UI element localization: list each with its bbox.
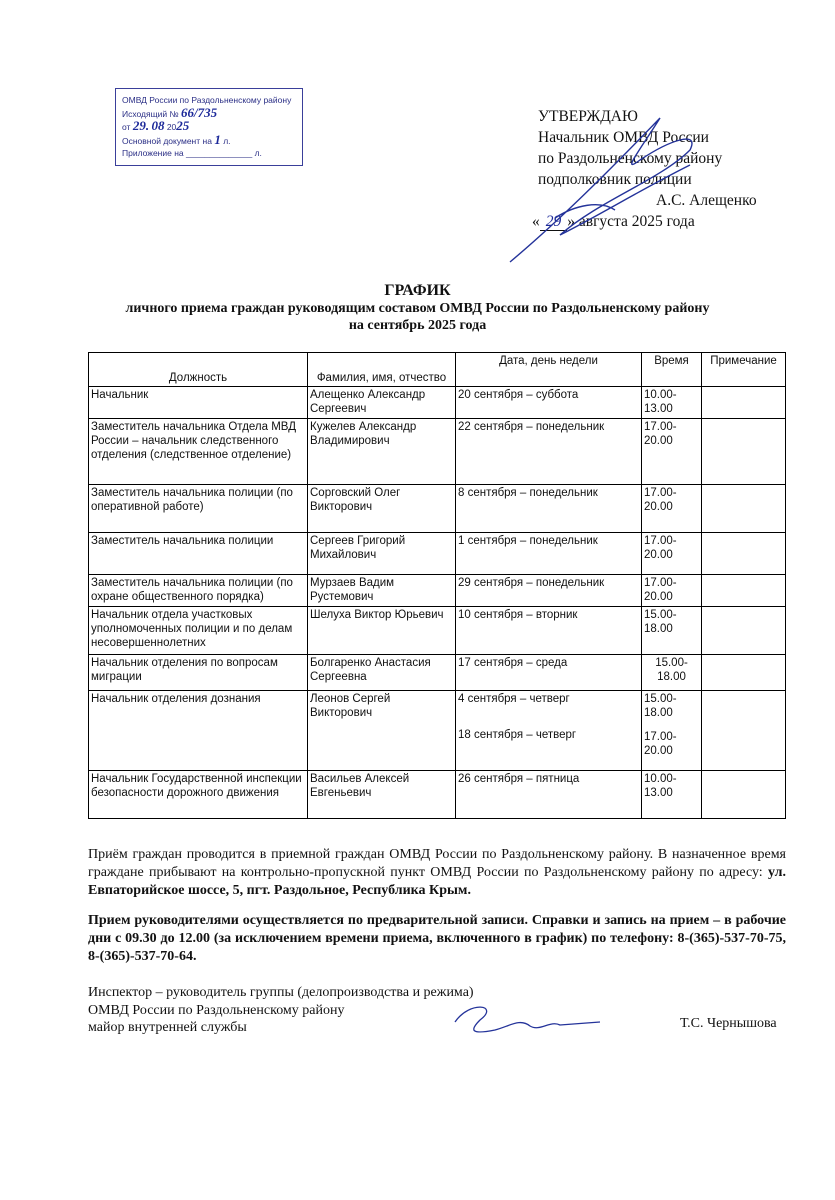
table-row: Начальник отделения по вопросам миграции Болгаренко Анастасия Сергеевна 17 сентября – среда 15.00-18.00 <box>89 655 786 691</box>
table-row: Заместитель начальника полиции (по охране общественного порядка) Мурзаев Вадим Рустемович 29 сентября – понедельник 17.00-20.00 <box>89 575 786 607</box>
approve-heading: УТВЕРЖДАЮ <box>538 108 638 125</box>
header-position: Должность <box>89 353 308 387</box>
stamp-attach-label: Приложение на <box>122 148 184 158</box>
header-time: Время <box>642 353 702 387</box>
approve-district: по Раздольненскому району <box>538 150 723 167</box>
approve-rank: подполковник полиции <box>538 171 692 188</box>
approve-date: « 29 » августа 2025 года <box>532 213 695 230</box>
sig-org: ОМВД России по Раздольненскому району <box>88 1002 345 1018</box>
approve-signer: А.С. Алещенко <box>656 192 757 209</box>
table-row: Начальник отдела участковых уполномоченных полиции и по делам несовершеннолетних Шелуха Виктор Юрьевич 10 сентября – вторник 15.00-18.00 <box>89 607 786 655</box>
table-row: Начальник Государственной инспекции безопасности дорожного движения Васильев Алексей Евгеньевич 26 сентября – пятница 10.00-13.00 <box>89 771 786 819</box>
title-sub-2: на сентябрь 2025 года <box>348 318 487 333</box>
table-row: Заместитель начальника полиции Сергеев Григорий Михайлович 1 сентября – понедельник 17.00-20.00 <box>89 533 786 575</box>
stamp-org: ОМВД России по Раздольненскому району <box>122 95 292 105</box>
stamp-doc-label: Основной документ на <box>122 135 212 146</box>
signature-block <box>88 984 474 1037</box>
table-row: Заместитель начальника Отдела МВД России – начальник следственного отделения (следственное отделение) Кужелев Александр Владимирович 22 сентября – понедельник 17.00-20.00 <box>89 419 786 485</box>
document-title <box>0 282 835 334</box>
header-date: Дата, день недели <box>456 353 642 387</box>
title-main: ГРАФИК <box>384 282 451 299</box>
stamp-date-day: 29. <box>132 118 150 133</box>
stamp-date-label: от <box>122 122 131 132</box>
stamp-date-month: 08 <box>151 118 165 133</box>
stamp-out-number: 66/735 <box>180 104 218 120</box>
date-second: 18 сентября – четверг <box>458 729 577 741</box>
stamp-date-year: 25 <box>176 118 190 133</box>
stamp-doc-suffix: л. <box>223 135 231 146</box>
approve-date-day: 29 <box>540 213 568 231</box>
inspector-signature <box>455 1007 600 1032</box>
appointment-info: Прием руководителями осуществляется по предварительной записи. Справки и запись на прием – в рабочие дни с 09.30 до 12.00 (за исключением времени приема, включенного в график) по телефону: 8-(365)-537-70-75, 8-(365)-537-70-64. <box>88 913 786 964</box>
approve-position: Начальник ОМВД России <box>538 129 709 146</box>
table-row: Заместитель начальника полиции (по оперативной работе) Сорговский Олег Викторович 8 сентября – понедельник 17.00-20.00 <box>89 485 786 533</box>
title-sub-1: личного приема граждан руководящим составом ОМВД России по Раздольненскому району <box>125 301 710 316</box>
stamp-doc-pages: 1 <box>214 131 221 147</box>
sig-rank: майор внутренней службы <box>88 1020 247 1035</box>
header-name: Фамилия, имя, отчество <box>308 353 456 387</box>
reception-info: Приём граждан проводится в приемной граждан ОМВД России по Раздольненскому району. В назначенное время граждане прибывают на контрольно-пропускной пункт ОМВД России по Раздольненскому району по адресу: ул. Евпаторийское шоссе, 5, пгт. Раздольное, Республика Крым. <box>88 847 786 898</box>
stamp-attach-suffix: л. <box>254 148 262 158</box>
sig-position: Инспектор – руководитель группы (делопроизводства и режима) <box>88 985 474 1000</box>
table-row: Начальник Алещенко Александр Сергеевич 20 сентября – суббота 10.00-13.00 <box>89 387 786 419</box>
header-note: Примечание <box>702 353 786 387</box>
reception-address: ул. Евпаторийское шоссе, 5, пгт. Раздольное, Республика Крым. <box>88 865 786 898</box>
table-header-row <box>89 353 786 387</box>
date-first: 4 сентября – четверг <box>458 693 570 705</box>
schedule-table <box>88 352 786 819</box>
time-second: 17.00-20.00 <box>644 731 677 757</box>
approval-block <box>532 106 757 232</box>
sig-name: Т.С. Чернышова <box>680 1016 777 1031</box>
stamp-date-year-prefix: 20 <box>166 122 177 132</box>
table-row: Начальник отделения дознания Леонов Сергей Викторович 4 сентября – четверг 18 сентября – четверг 15.00-18.00 17.00-20.00 <box>89 691 786 771</box>
time-first: 15.00-18.00 <box>644 693 677 719</box>
registration-stamp: ОМВД России по Раздольненскому району Исходящий № 66/735 от 29. 08 2025 Основной документ на 1 л. Приложение на ______________ л. <box>115 88 303 166</box>
stamp-out-label: Исходящий № <box>122 108 179 119</box>
